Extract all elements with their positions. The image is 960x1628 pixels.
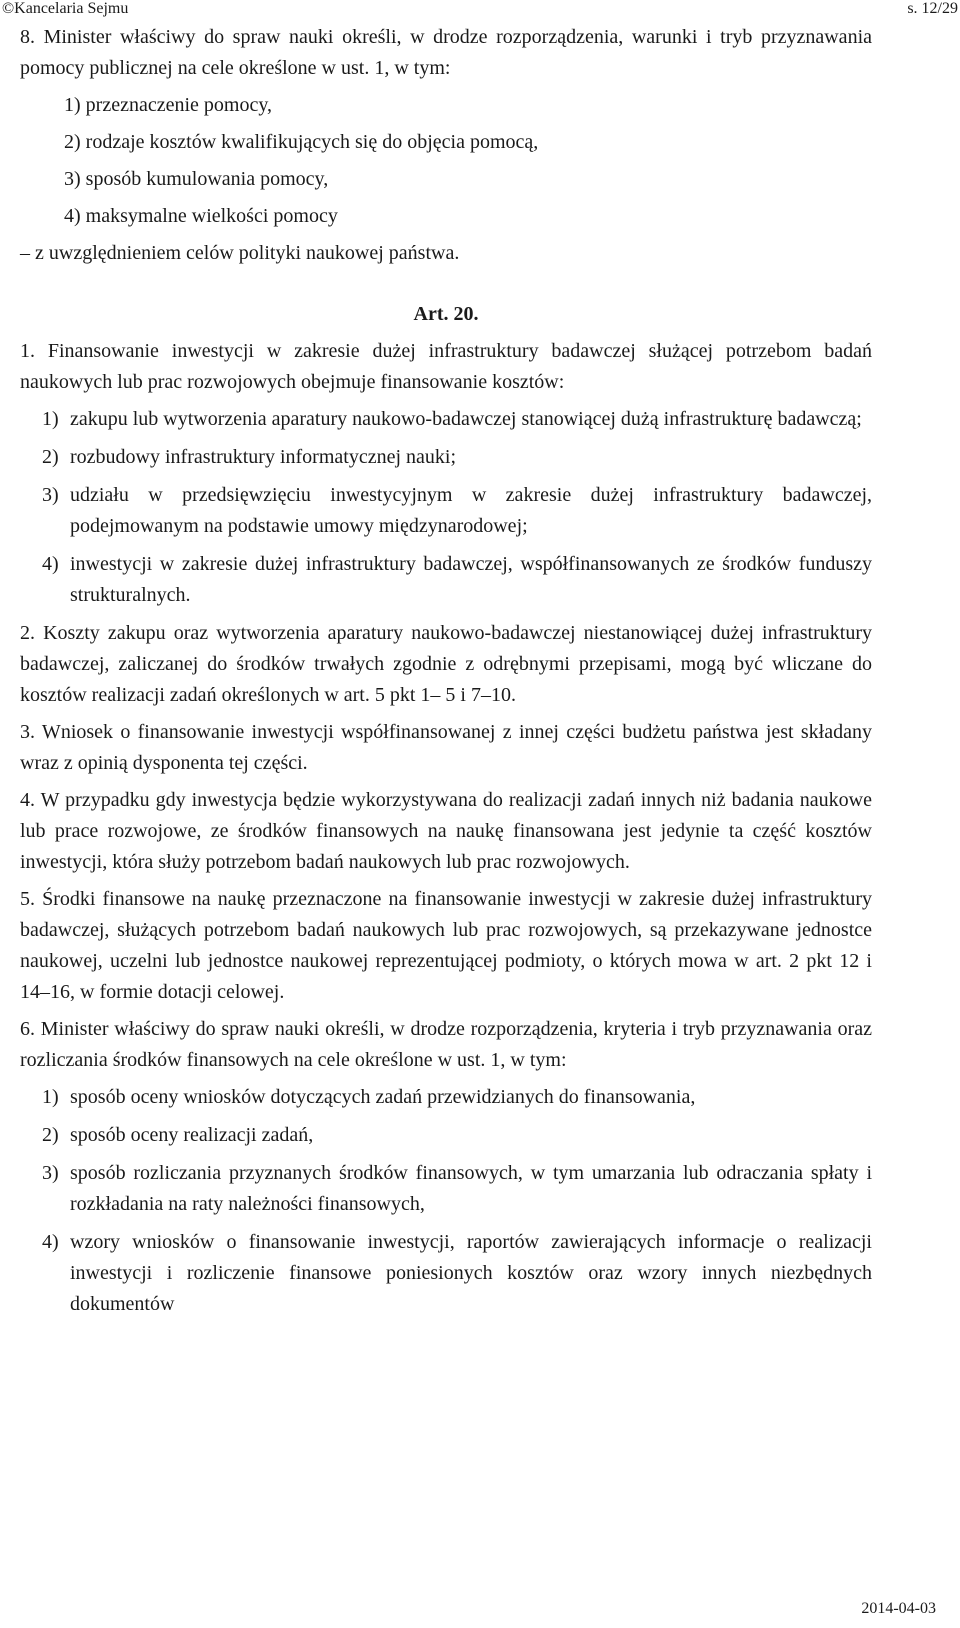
paragraph-2: 2. Koszty zakupu oraz wytworzenia aparatury naukowo-badawczej niestanowiącej dużej infrastruktury badawczej, zaliczanej do środków trwałych zgodnie z odrębnymi przepisami, mogą być wliczane do kosztów realizacji zadań określonych w art. 5 pkt 1– 5 i 7–10. xyxy=(20,622,872,706)
footer-date: 2014-04-03 xyxy=(861,1600,936,1617)
paragraph-5: 5. Środki finansowe na naukę przeznaczone na finansowanie inwestycji w zakresie dużej infrastruktury badawczej, służących potrzebom badań naukowych lub prac rozwojowych, są przekazywane jednostce naukowej, uczelni lub jednostce naukowej reprezentującej podmioty, o których mowa w art. 2 pkt 12 i 14–16, w formie dotacji celowej. xyxy=(20,888,872,1003)
section-8-text: 8. Minister właściwy do spraw nauki określi, w drodze rozporządzenia, warunki i tryb przyznawania pomocy publicznej na cele określone w ust. 1, w tym: xyxy=(20,26,872,79)
list-item: 1) sposób oceny wniosków dotyczących zadań przewidzianych do finansowania, xyxy=(42,1086,696,1108)
list-item: 3) udziału w przedsięwzięciu inwestycyjnym w zakresie dużej infrastruktury badawczej, podejmowanym na podstawie umowy międzynarodowej; xyxy=(42,484,872,537)
list-item: 2) rozbudowy infrastruktury informatycznej nauki; xyxy=(42,446,456,468)
paragraph-3: 3. Wniosek o finansowanie inwestycji współfinansowanej z innej części budżetu państwa jest składany wraz z opinią dysponenta tej części. xyxy=(20,721,872,774)
list-item: 4) maksymalne wielkości pomocy xyxy=(64,205,338,227)
list-item: 1) zakupu lub wytworzenia aparatury naukowo-badawczej stanowiącej dużą infrastrukturę badawczą; xyxy=(42,408,862,430)
paragraph-4: 4. W przypadku gdy inwestycja będzie wykorzystywana do realizacji zadań innych niż badania naukowe lub prace rozwojowe, ze środków finansowych na naukę finansowana jest jedynie ta część kosztów inwestycji, która służy potrzebom badań naukowych lub prac rozwojowych. xyxy=(20,789,872,873)
list-item: 3) sposób kumulowania pomocy, xyxy=(64,168,329,190)
page-header xyxy=(0,0,960,22)
publisher-label: ©Kancelaria Sejmu xyxy=(2,0,129,17)
list-item: 4) wzory wniosków o finansowanie inwestycji, raportów zawierających informacje o realizacji inwestycji i rozliczenie finansowe poniesionych kosztów oraz wzory innych niezbędnych dokumentów xyxy=(42,1231,872,1315)
section-8-tail: – z uwzględnieniem celów polityki naukowej państwa. xyxy=(20,242,460,264)
list-item: 1) przeznaczenie pomocy, xyxy=(64,94,273,116)
list-item: 2) sposób oceny realizacji zadań, xyxy=(42,1124,314,1146)
list-item: 4) inwestycji w zakresie dużej infrastruktury badawczej, współfinansowanych ze środków funduszy strukturalnych. xyxy=(42,553,872,606)
list-item: 2) rodzaje kosztów kwalifikujących się do objęcia pomocą, xyxy=(64,131,539,153)
article-title: Art. 20. xyxy=(413,303,479,325)
paragraph-1: 1. Finansowanie inwestycji w zakresie dużej infrastruktury badawczej służącej potrzebom badań naukowych lub prac rozwojowych obejmuje finansowanie kosztów: xyxy=(20,340,872,393)
page-number: s. 12/29 xyxy=(907,0,958,17)
list-item: 3) sposób rozliczania przyznanych środków finansowych, w tym umarzania lub odraczania spłaty i rozkładania na raty należności finansowych, xyxy=(42,1162,872,1215)
document-body xyxy=(20,22,872,1327)
paragraph-6: 6. Minister właściwy do spraw nauki określi, w drodze rozporządzenia, kryteria i tryb przyznawania oraz rozliczania środków finansowych na cele określone w ust. 1, w tym: xyxy=(20,1018,872,1071)
